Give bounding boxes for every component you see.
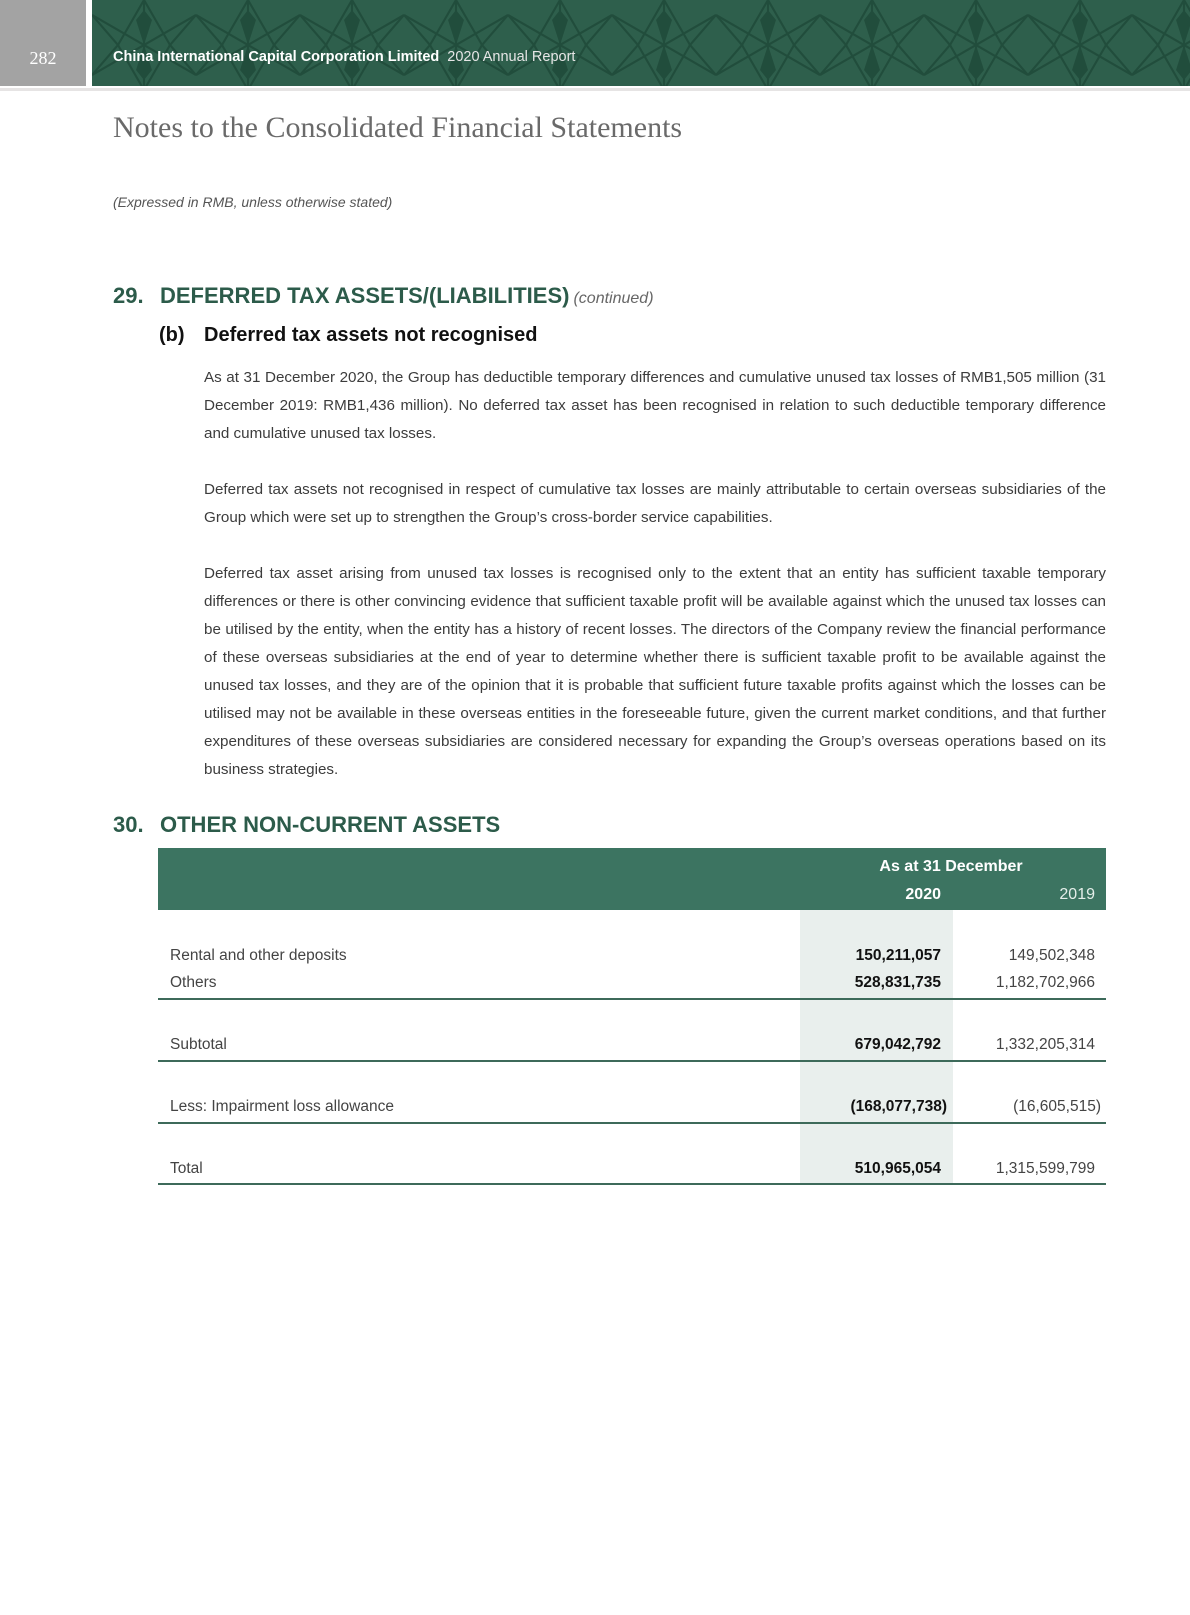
value-2020: 528,831,735 xyxy=(854,974,941,991)
value-2020: (168,077,738) xyxy=(850,1098,947,1115)
subsection-b-heading xyxy=(159,324,537,347)
section-30-heading xyxy=(113,812,500,838)
section-title: OTHER NON-CURRENT ASSETS xyxy=(160,812,501,837)
paragraph: As at 31 December 2020, the Group has deductible temporary differences and cumulative unused tax losses of RMB1,505 million (31 December 2019: RMB1,436 million). No deferred tax asset has been recognised in relation to such deductible temporary difference and cumulative unused tax losses. xyxy=(204,369,1106,442)
continued-label: (continued) xyxy=(573,290,654,307)
value-2019: 1,332,205,314 xyxy=(995,1036,1095,1053)
paragraph: Deferred tax asset arising from unused tax losses is recognised only to the extent that an entity has sufficient taxable temporary differences or there is other convincing evidence that sufficient taxable profit will be available against which the unused tax losses can be utilised by the entity, when the entity has a history of recent losses. The directors of the Company review the financial performance of these overseas subsidiaries at the end of year to determine whether there is sufficient taxable profit to be available against the unused tax losses, and they are of the opinion that it is probable that sufficient future taxable profits against which the losses can be utilised may not be available in these overseas entities in the foreseeable future, given the current market conditions, and that further expenditures of these overseas subsidiaries are considered necessary for expanding the Group’s overseas operations based on its business strategies. xyxy=(204,565,1106,778)
value-2019: 149,502,348 xyxy=(1008,947,1095,964)
row-divider xyxy=(158,998,1106,1000)
value-2020: 679,042,792 xyxy=(854,1036,941,1053)
page-title: Notes to the Consolidated Financial Statements xyxy=(113,111,683,144)
section-title: DEFERRED TAX ASSETS/(LIABILITIES) xyxy=(160,283,570,308)
header-title xyxy=(113,49,575,65)
page-number-box xyxy=(0,0,86,86)
report-name: 2020 Annual Report xyxy=(447,49,576,65)
subsection-letter: (b) xyxy=(159,324,185,346)
header-divider xyxy=(0,88,1190,91)
banner-pattern xyxy=(92,0,1190,86)
value-2020: 510,965,054 xyxy=(854,1160,941,1177)
value-2019: 1,182,702,966 xyxy=(995,974,1095,991)
row-label: Rental and other deposits xyxy=(170,947,347,964)
row-label: Less: Impairment loss allowance xyxy=(170,1098,394,1115)
section-number: 30. xyxy=(113,812,144,837)
section-29-heading xyxy=(113,283,654,309)
column-header-2019: 2019 xyxy=(1059,886,1095,903)
row-label: Total xyxy=(170,1160,203,1177)
section-number: 29. xyxy=(113,283,144,308)
row-divider xyxy=(158,1060,1106,1062)
subsection-title: Deferred tax assets not recognised xyxy=(204,324,538,346)
expressed-note: (Expressed in RMB, unless otherwise stated) xyxy=(113,194,393,210)
row-label: Others xyxy=(170,974,217,991)
column-header-2020: 2020 xyxy=(905,886,941,903)
value-2019: (16,605,515) xyxy=(1013,1098,1101,1115)
row-label: Subtotal xyxy=(170,1036,227,1053)
value-2019: 1,315,599,799 xyxy=(995,1160,1095,1177)
column-group-header: As at 31 December xyxy=(879,858,1023,875)
row-divider xyxy=(158,1122,1106,1124)
total-underline xyxy=(158,1183,1106,1185)
page-header xyxy=(0,0,1190,86)
header-banner xyxy=(92,0,1190,86)
value-2020: 150,211,057 xyxy=(855,947,941,964)
company-name: China International Capital Corporation Limited xyxy=(113,49,440,65)
page-number: 282 xyxy=(29,48,57,68)
paragraph: Deferred tax assets not recognised in respect of cumulative tax losses are mainly attributable to certain overseas subsidiaries of the Group which were set up to strengthen the Group’s cross-border service capabilities. xyxy=(204,481,1106,526)
